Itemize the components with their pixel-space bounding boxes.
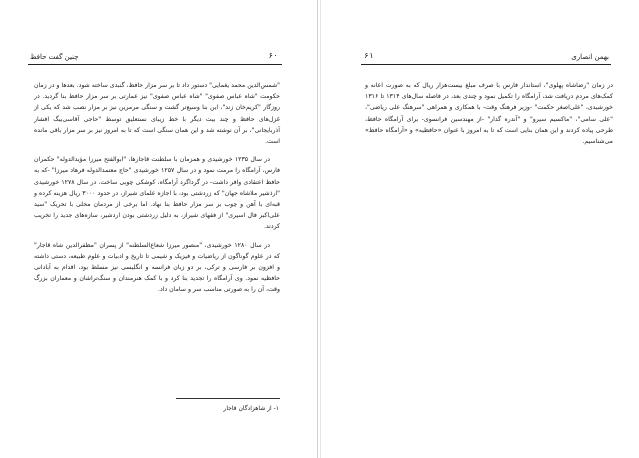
right-paragraph-1: در زمان "رضاشاه پهلوی"، استاندار فارس با صرف مبلغ بیست‌هزار ریال که به صورت اعانه و کمک‌های مردم دریافت شد، آرامگاه را تکمیل نمود و چندی بعد، در فاصله سال‌های ۱۳۱۴ تا ۱۳۱۶ خورشیدی، "علی‌اصغر حکمت" -وزیر فرهنگ وقت- با همکاری و همراهی "سرهنگ علی ریاضی"، "علی سامی"، "ماکسیم سیرو" و "آندره گدار" -از مهندسین فرانسوی- برای آرامگاه حافظ، طرحی پیاده کردند و این همان بنایی است که تا به امروز با عنوان «حافظیه» و «آرامگاه حافظ» می‌شناسیم. [365, 82, 613, 146]
right-body-text [365, 80, 613, 154]
left-paragraph-2: در سال ۱۲۳۵ خورشیدی و همزمان با سلطنت قاجارها، "ابوالفتح میرزا مؤیدالدوله" حکمران فارس، آرامگاه را مرمت نمود و در سال ۱۲۵۷ خورشیدی "حاج معتمدالدوله فرهاد میرزا" -که به حافظ اعتقادی وافر داشت- در گرداگرد آرامگاه، کوشکی چوبی ساخت. در سال ۱۲۷۸ خورشیدی "ارذشیر ملاشاه جهان" که زردشتی بود، با اجازه علمای شیراز، در حدود ۳۰۰۰ ریال هزینه کرده و قبه‌ای با آهن و چوب بر سر مزار حافظ بنا نهاد. اما برخی از مردمان محلی با تحریک "سید علی‌اکبر فال اسیری" از فقهای شیراز، به دلیل زردشتی بودن اردشیر، سازه‌های جدید را تخریب کردند. [34, 156, 280, 231]
right-running-title: بهمن انصاری [571, 53, 609, 61]
right-page [320, 0, 639, 458]
footnote-separator [176, 398, 280, 399]
left-page-number: ۶۰ [268, 51, 278, 60]
left-paragraph-1: "شمس‌الدین محمد یغمایی" دستور داد تا بر سر مزار حافظ، گنبدی ساخته شود. بعدها و در زمان حکومت "شاه عباس صفوی" "شاه عباس صفوی" نیز عمارتی بر سر مزار حافظ بنا گردید. در روزگار "کریم‌خان زند"، این بنا وسیع‌تر گشت و سنگی مرمرین نیز بر مزار نصب شد که یکی از غزل‌های حافظ و چند بیت دیگر با خط زیبای نستعلیق توسط "حاجی آقاسی‌بیگ افشار آذربایجانی"، بر آن نوشته شد و این همان سنگی است که تا به امروز نیز بر سر مزار باقی مانده است. [34, 82, 280, 146]
right-page-number: ۶۱ [364, 51, 374, 60]
left-running-title: چنین گفت حافظ [30, 53, 79, 61]
footnote: ۱- از شاهزادگان قاجار [223, 405, 279, 412]
left-body-text [34, 80, 280, 303]
left-running-head [28, 51, 282, 65]
left-paragraph-3: در سال ۱۲۸۰ خورشیدی، "منصور میرزا شعاع‌السلطنه" از پسران "مظفرالدین شاه قاجار" که در علوم گوناگون از ریاضیات و فیزیک و شیمی تا تاریخ و ادبیات و علوم طبیعه، دستی داشته و افزون بر فارسی و ترکی، بر دو زبان فرانسه و انگلیسی نیز مسلط بود، اقدام به آبادانی حافظیه نمود. وی آرامگاه را تجدید بنا کرد و با کمک هنرمندان و سنگ‌تراشان و معماران بزرگ وقت، آن را به صورتی مناسب سر و سامان داد. [34, 241, 280, 294]
right-running-head [361, 51, 611, 65]
left-page [0, 0, 318, 458]
